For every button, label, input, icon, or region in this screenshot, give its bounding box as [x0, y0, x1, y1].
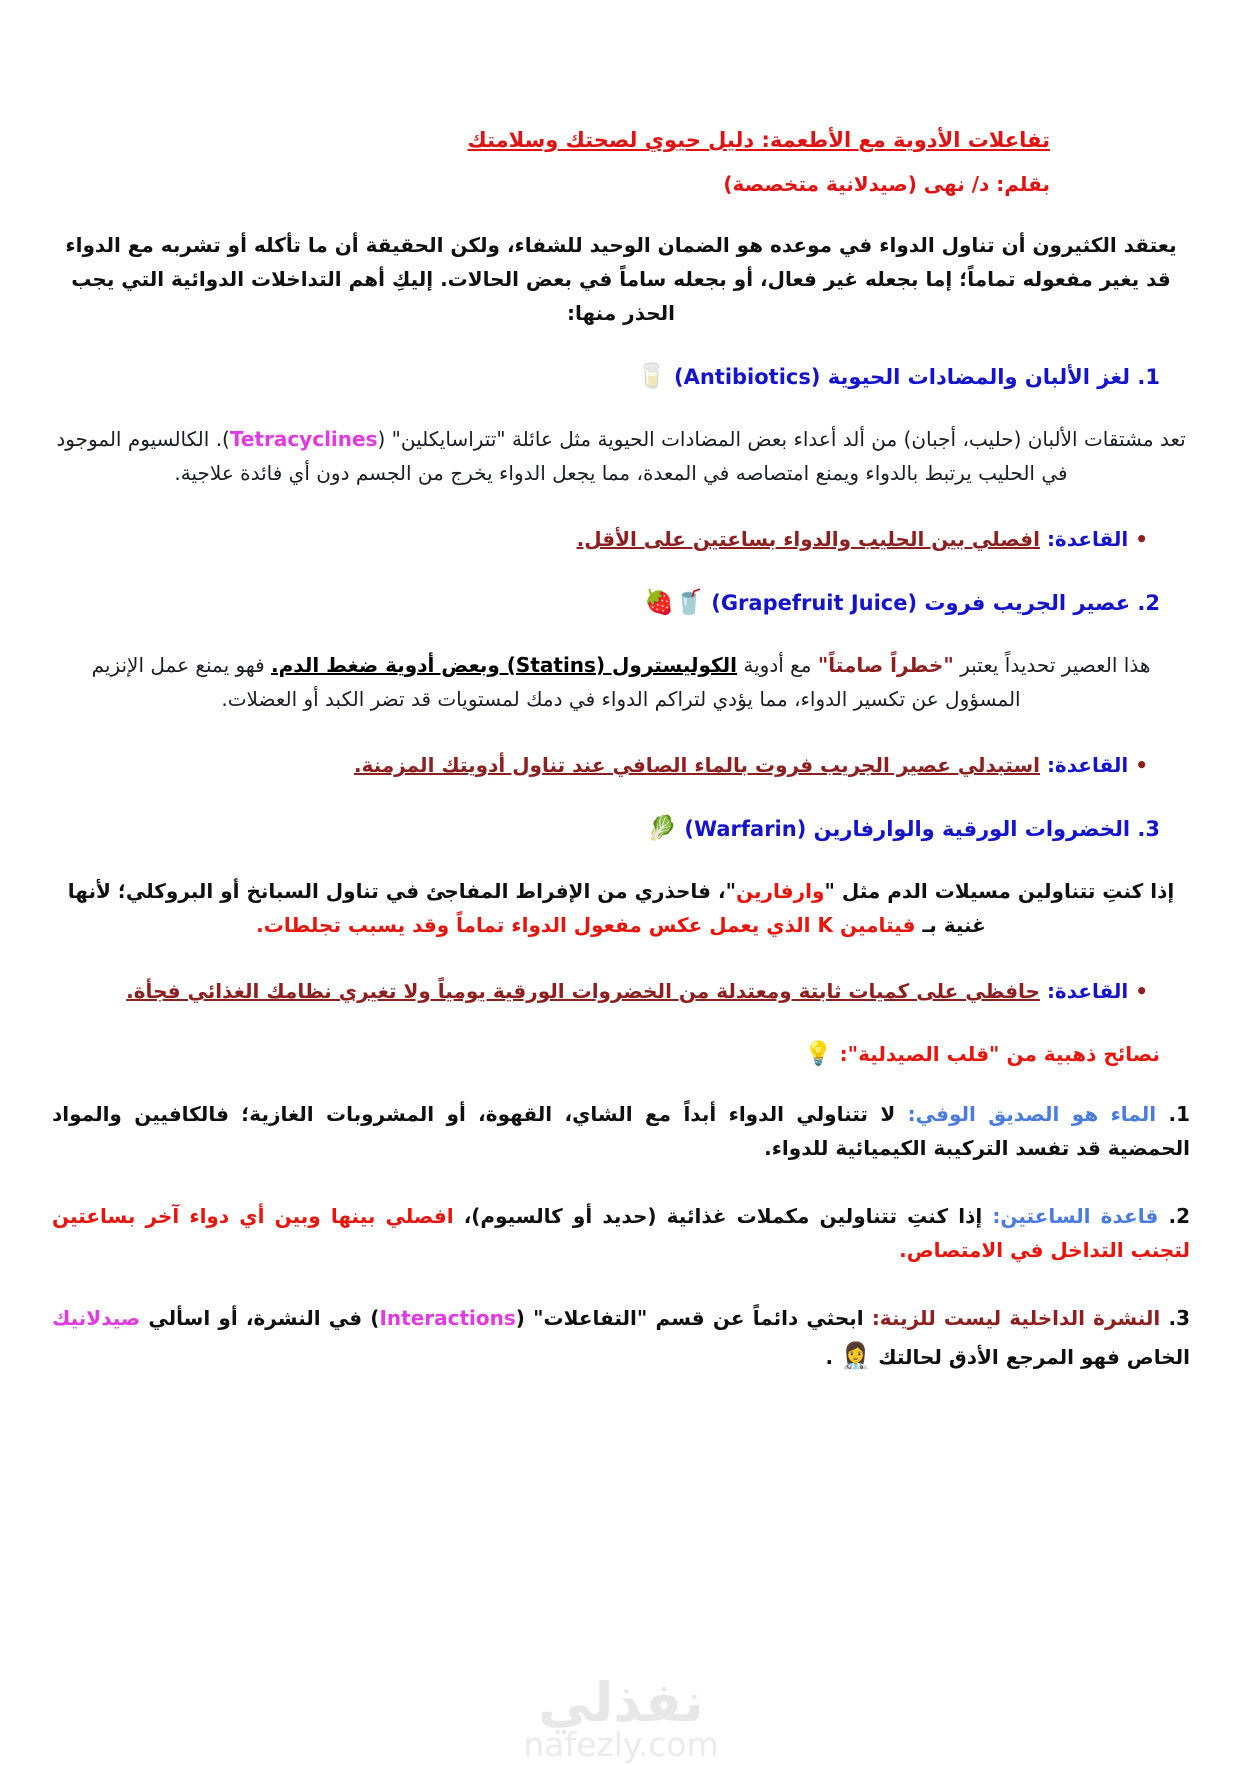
bullet-icon: •	[1135, 527, 1148, 551]
section-3-text-1: إذا كنتِ تتناولين مسيلات الدم مثل "	[824, 879, 1175, 903]
section-1-text-2: ).	[215, 427, 230, 451]
tip-3-label: النشرة الداخلية ليست للزينة:	[871, 1306, 1161, 1330]
section-3-number: 3.	[1137, 817, 1160, 841]
bullet-icon: •	[1135, 753, 1148, 777]
page-title: تفاعلات الأدوية مع الأطعمة: دليل حيوي لصحتك وسلامتك	[467, 128, 1050, 152]
rule-3	[52, 974, 1148, 1008]
tip-3-text-4: .	[825, 1345, 841, 1369]
tip-1-number: 1.	[1168, 1102, 1190, 1126]
tip-3-number: 3.	[1168, 1306, 1191, 1330]
tip-2	[52, 1199, 1190, 1267]
tip-3-text-3: الخاص فهو المرجع الأدق لحالتك	[871, 1345, 1190, 1369]
golden-tips-title: نصائح ذهبية من "قلب الصيدلية":	[839, 1042, 1160, 1066]
section-2-text-2: مع أدوية	[737, 653, 818, 677]
bullet-icon: •	[1135, 979, 1148, 1003]
nafezly-logo: نفذلي	[538, 1670, 704, 1734]
milk-glass-emoji: 🥛	[636, 362, 667, 390]
section-1-number: 1.	[1137, 365, 1160, 389]
warfarin-term: وارفارين	[736, 879, 825, 903]
intro-paragraph: يعتقد الكثيرون أن تناول الدواء في موعده هو الضمان الوحيد للشفاء، ولكن الحقيقة أن ما تأكله أو تشربه مع الدواء قد يغير مفعوله تماماً؛ إما بجعله غير فعال، أو بجعله ساماً في بعض الحالات. إليكِ أهم التداخلات الدوائية التي يجب الحذر منها:	[65, 233, 1177, 325]
section-3-title: الخضروات الورقية والوارفارين (Warfarin)	[684, 817, 1131, 841]
rule-1	[52, 522, 1148, 556]
section-2-text-3: فهو يمنع عمل الإنزيم المسؤول عن تكسير الدواء، مما يؤدي لتراكم الدواء في دمك لمستويات قد تضر الكبد أو العضلات.	[91, 653, 1021, 711]
tip-2-text: إذا كنتِ تتناولين مكملات غذائية (حديد أو كالسيوم)،	[453, 1204, 983, 1228]
section-3-text-2: "، فاحذري من الإفراط المفاجئ في تناول السبانخ أو البروكلي؛ لأنها غنية بـ	[67, 879, 986, 937]
section-2-title: عصير الجريب فروت (Grapefruit Juice)	[711, 591, 1131, 615]
section-1-title: لغز الألبان والمضادات الحيوية (Antibiotics)	[673, 365, 1131, 389]
rule-2-label: القاعدة:	[1046, 753, 1129, 777]
tip-3	[52, 1301, 1190, 1378]
tip-2-number: 2.	[1168, 1204, 1190, 1228]
section-2-heading	[52, 588, 1160, 616]
rule-1-text: افصلي بين الحليب والدواء بساعتين على الأقل.	[576, 527, 1040, 551]
vitamin-k-warning: فيتامين K الذي يعمل عكس مفعول الدواء تماماً وقد يسبب تجلطات.	[256, 913, 916, 937]
tip-1	[52, 1097, 1190, 1165]
rule-3-label: القاعدة:	[1046, 979, 1129, 1003]
section-1-paragraph	[52, 422, 1190, 490]
lightbulb-emoji: 💡	[804, 1041, 833, 1067]
watermark	[0, 1670, 1242, 1764]
section-2-number: 2.	[1137, 591, 1160, 615]
section-3-paragraph	[52, 874, 1190, 942]
section-3-heading	[52, 814, 1160, 842]
tip-3-text-1: ابحثي دائماً عن قسم "التفاعلات" (	[515, 1306, 864, 1330]
tip-3-text-2: ) في النشرة، أو اسألي	[140, 1306, 380, 1330]
tip-1-text: لا تتناولي الدواء أبداً مع الشاي، القهوة، أو المشروبات الغازية؛ فالكافيين والمواد الحمضية قد تفسد التركيبة الكيميائية للدواء.	[52, 1102, 1190, 1160]
rule-3-text: حافظي على كميات ثابتة ومعتدلة من الخضروات الورقية يومياً ولا تغيري نظامك الغذائي فجأة.	[126, 979, 1040, 1003]
interactions-term: Interactions	[379, 1306, 516, 1330]
tip-2-highlight: افصلي بينها وبين أي دواء آخر بساعتين لتجنب التداخل في الامتصاص.	[52, 1204, 1190, 1262]
cup-strawberry-emoji: 🥤🍓	[644, 588, 704, 616]
tetracyclines-term: Tetracyclines	[229, 427, 378, 451]
woman-health-worker-emoji: 👩‍⚕️	[840, 1341, 872, 1370]
section-1-heading	[52, 362, 1160, 390]
rule-2	[52, 748, 1148, 782]
golden-tips-heading	[52, 1040, 1160, 1067]
section-1-text-1: تعد مشتقات الألبان (حليب، أجبان) من ألد أعداء بعض المضادات الحيوية مثل عائلة "تتراسايكلين" (	[377, 427, 1186, 451]
rule-1-label: القاعدة:	[1046, 527, 1129, 551]
section-2-paragraph	[52, 648, 1190, 716]
tip-2-label: قاعدة الساعتين:	[992, 1204, 1159, 1228]
rule-2-text: استبدلي عصير الجريب فروت بالماء الصافي عند تناول أدويتك المزمنة.	[353, 753, 1040, 777]
leafy-green-emoji: 🥬	[647, 814, 678, 842]
pharmacist-term: صيدلانيك	[52, 1306, 141, 1330]
byline: بقلم: د/ نهى (صيدلانية متخصصة)	[723, 172, 1050, 196]
section-1-text-3: الكالسيوم الموجود في الحليب يرتبط بالدواء ويمنع امتصاصه في المعدة، مما يجعل الدواء يخرج من الجسم دون أي فائدة علاجية.	[56, 427, 1068, 485]
section-2-text-1: هذا العصير تحديداً يعتبر	[953, 653, 1151, 677]
tip-1-label: الماء هو الصديق الوفي:	[907, 1102, 1157, 1126]
silent-danger-phrase: "خطراً صامتاً"	[817, 653, 954, 677]
nafezly-site-text: nafezly.com	[523, 1725, 719, 1764]
statins-phrase: الكوليسترول (Statins) وبعض أدوية ضغط الدم.	[271, 653, 738, 677]
